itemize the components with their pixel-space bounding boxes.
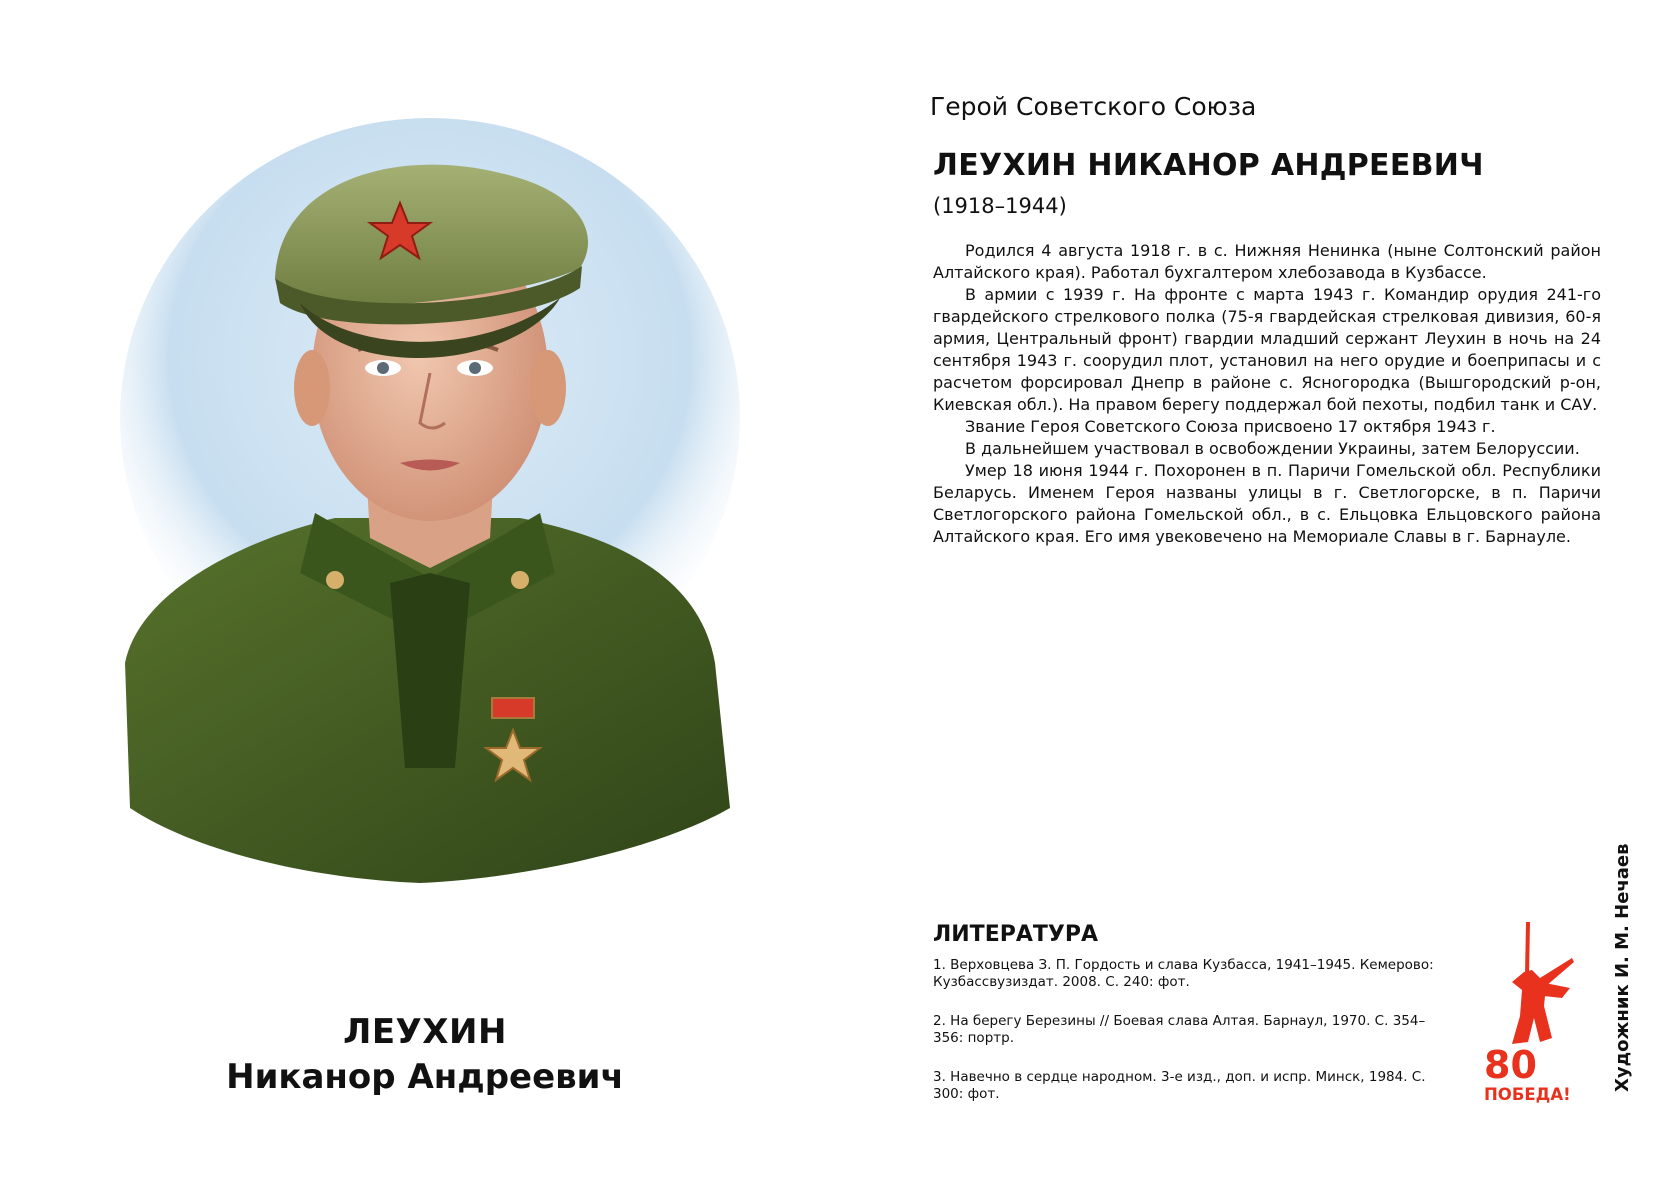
victory-80-emblem	[1482, 920, 1582, 1105]
literature-item: 2. На берегу Березины // Боевая слава Алтая. Барнаул, 1970. С. 354–356: портр.	[933, 1013, 1426, 1046]
hero-title-kicker: Герой Советского Союза	[930, 92, 1257, 121]
emblem-number: 80	[1484, 1043, 1537, 1087]
caption-surname: ЛЕУХИН	[343, 1012, 507, 1052]
literature-heading: ЛИТЕРАТУРА	[933, 922, 1098, 947]
motherland-calls-icon	[1512, 922, 1574, 1044]
artist-credit: Художник И. М. Нечаев	[1612, 843, 1633, 1092]
biography-text	[933, 240, 1601, 548]
portrait-painting-icon	[100, 118, 750, 908]
literature-item: 1. Верховцева З. П. Гордость и слава Кузбасса, 1941–1945. Кемерово: Кузбассвузиздат. 2008. С. 240: фот.	[933, 957, 1434, 990]
hero-portrait	[100, 118, 750, 908]
bio-paragraph: В армии с 1939 г. На фронте с марта 1943 г. Командир орудия 241-го гвардейского стрелкового полка (75-я гвардейская стрелковая дивизия, 60-я армия, Центральный фронт) гвардии младший сержант Леухин в ночь на 24 сентября 1943 г. соорудил плот, установил на него орудие и боеприпасы и с расчетом форсировал Днепр в районе с. Ясногородка (Вышгородский р-он, Киевская обл.). На правом берегу поддержал бой пехоты, подбил танк и САУ.	[933, 285, 1601, 414]
bio-paragraph: Звание Героя Советского Союза присвоено 17 октября 1943 г.	[965, 417, 1496, 436]
literature-list	[933, 957, 1453, 1125]
hero-full-name: ЛЕУХИН НИКАНОР АНДРЕЕВИЧ	[933, 148, 1484, 183]
bio-paragraph: Родился 4 августа 1918 г. в с. Нижняя Ненинка (ныне Солтонский район Алтайского края). Работал бухгалтером хлебозавода в Кузбассе.	[933, 241, 1601, 282]
emblem-word: ПОБЕДА!	[1484, 1085, 1571, 1104]
literature-item: 3. Навечно в сердце народном. 3-е изд., доп. и испр. Минск, 1984. С. 300: фот.	[933, 1069, 1426, 1102]
bio-paragraph: В дальнейшем участвовал в освобождении Украины, затем Белоруссии.	[965, 439, 1580, 458]
hero-life-years: (1918–1944)	[933, 194, 1067, 218]
portrait-caption	[100, 1010, 750, 1100]
bio-paragraph: Умер 18 июня 1944 г. Похоронен в п. Паричи Гомельской обл. Республики Беларусь. Именем Героя названы улицы в г. Светлогорске, в п. Паричи Светлогорского района Гомельской обл., в с. Ельцовка Ельцовского района Алтайского края. Его имя увековечено на Мемориале Славы в г. Барнауле.	[933, 461, 1601, 546]
caption-given-name: Никанор Андреевич	[226, 1057, 624, 1097]
